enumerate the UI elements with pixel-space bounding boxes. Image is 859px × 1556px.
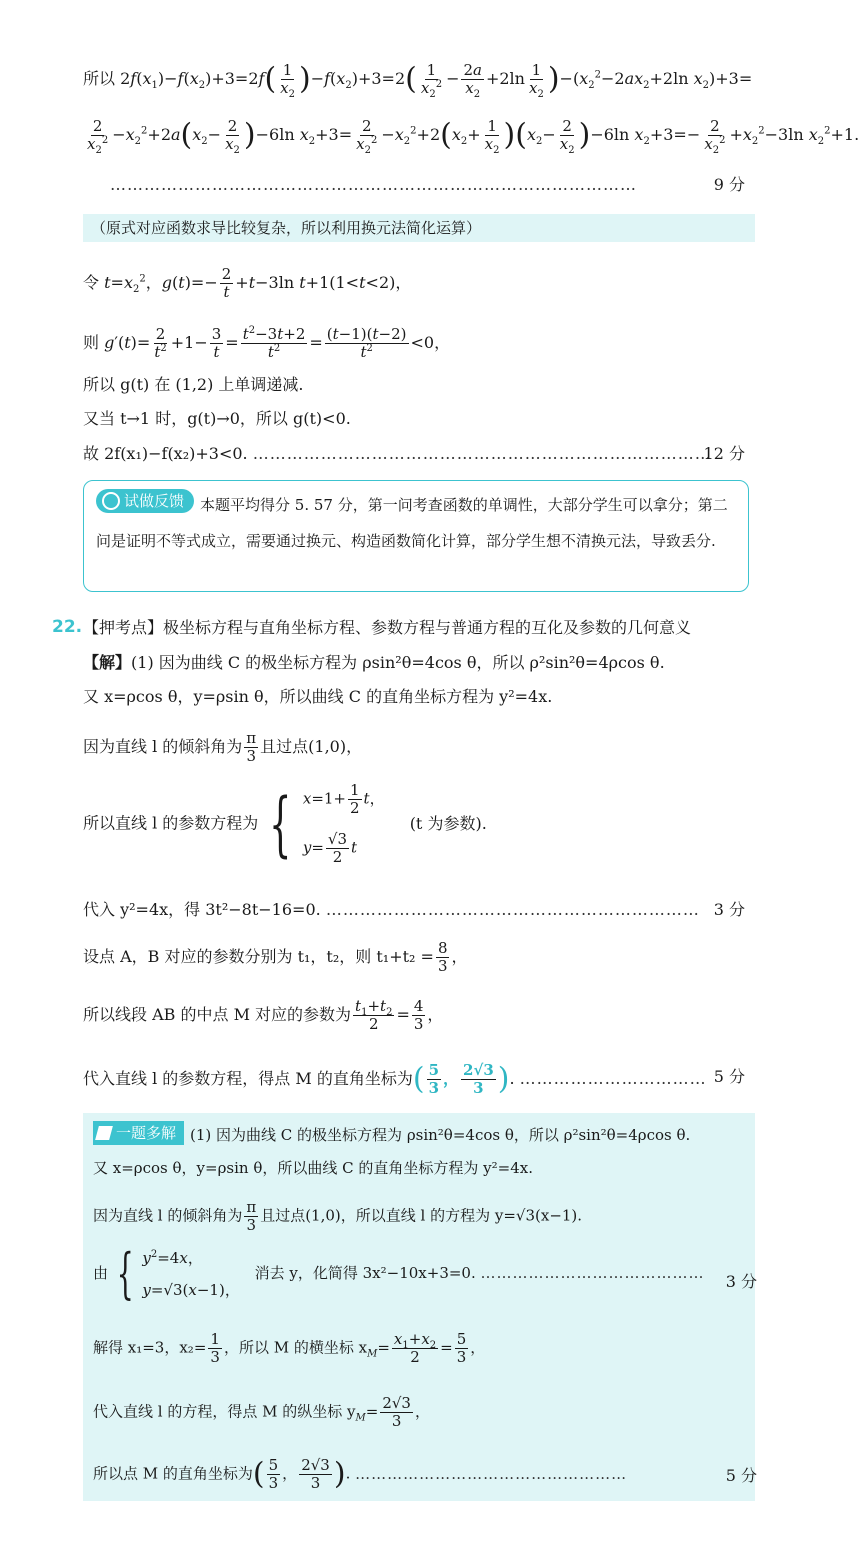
alt-solution-box	[83, 1113, 755, 1501]
method-note: （原式对应函数求导比较复杂，所以利用换元法简化运算）	[83, 214, 755, 242]
monotone-line: 所以 g(t) 在 (1,2) 上单调递减.	[83, 375, 304, 394]
score-3: 3 分	[713, 900, 745, 919]
pen-icon	[95, 1126, 113, 1140]
conclusion-line: 故 2f(x₁)−f(x₂)+3<0. ………………………………………………………………………	[83, 444, 712, 463]
derivative-line: 则 g′(t)= $\frac{2}{t^2}$ +1− $\frac{3}{t}$ = $\frac{t^2-3t+2}{t^2}$ = $\frac{(t-1)(t-2)}{t^2}$ <0，	[83, 325, 451, 361]
score-9: 9 分	[713, 175, 745, 194]
derivation-line-2: $\frac{2}{x_2^2}$ $-x_2^2+2a(x_2-$ $\frac{2}{x_2}$ )−6ln $x_2+3=$ $\frac{2}{x_2^2}$ $-x_2^2+2(x_2+$ $\frac{1}{x_2}$ )($x_2-$ $\frac{2}{x_2}$ )−6ln $x_2+3=-$ $\frac{2}{x_2^2}$ $+x_2^2-3\ln$ $x_2^2+1$.	[87, 117, 859, 156]
alt-line-2: 又 x=ρcos θ，y=ρsin θ，所以曲线 C 的直角坐标方程为 y²=4x.	[93, 1159, 533, 1177]
substitution-line: 令 $t=x_2^2$，g(t)=− $\frac{2}{t}$ +t−3ln t+1(1<t<2)，	[83, 265, 412, 301]
midpoint-coord-line: 代入直线 l 的参数方程，得点 M 的直角坐标为( $\frac{5}{3}$ ， $\frac{2√3}{3}$ ). ……………………………	[83, 1061, 707, 1097]
limit-line: 又当 t→1 时，g(t)→0，所以 g(t)<0.	[83, 409, 351, 428]
alt-score-5: 5 分	[725, 1466, 757, 1485]
derivation-line-1: 所以 $2f(x_1)-f(x_2)+3=2f$( $\frac{1}{x_2}$ )$-f(x_2)+3=2$( $\frac{1}{x_2^2}$ − $\frac{2a}{x_2}$ +2ln $\frac{1}{x_2}$ )$-(x_2^2-2ax_2+2\ln$ $x_2)+3=$	[83, 61, 753, 100]
alt-line-1: 一题多解 (1) 因为曲线 C 的极坐标方程为 ρsin²θ=4cos θ，所以 ρ²sin²θ=4ρcos θ.	[93, 1121, 690, 1146]
dot-leader: ……………………………	[519, 1069, 707, 1088]
alt-line-3: 因为直线 l 的倾斜角为 $\frac{\pi}{3}$ 且过点(1,0)，所以直线 l 的方程为 y=√3(x−1).	[93, 1198, 583, 1234]
alt-score-3: 3 分	[725, 1272, 757, 1291]
alt-line-4: 由 { $y^2=4x$， y=√3(x−1)， 消去 y，化简得 3x²−10x+3=0. ……………………………………	[93, 1242, 705, 1305]
feedback-badge: 试做反馈	[96, 489, 194, 513]
score-5: 5 分	[713, 1067, 745, 1086]
alt-line-6: 代入直线 l 的方程，得点 M 的纵坐标 $y_M=$ $\frac{2√3}{3}$ ，	[93, 1394, 430, 1430]
solution-line-1: 【解】(1) 因为曲线 C 的极坐标方程为 ρsin²θ=4cos θ，所以 ρ²sin²θ=4ρcos θ.	[83, 653, 665, 672]
solution-line-2: 又 x=ρcos θ，y=ρsin θ，所以曲线 C 的直角坐标方程为 y²=4x.	[83, 687, 553, 706]
feedback-box	[83, 480, 749, 592]
alt-line-7: 所以点 M 的直角坐标为( $\frac{5}{3}$ ， $\frac{2√3}{3}$ ). ……………………………………………	[93, 1456, 628, 1492]
dot-leader: …………………………………………………………	[325, 900, 700, 919]
question-title: 【押考点】极坐标方程与直角坐标方程、参数方程与普通方程的互化及参数的几何意义	[83, 618, 692, 637]
question-number: 22.	[52, 617, 83, 637]
dot-leader: …………………………………………………………………………………	[110, 175, 637, 194]
score-12: 12 分	[703, 444, 745, 463]
feedback-text: 试做反馈 本题平均得分 5. 57 分，第一问考查函数的单调性，大部分学生可以拿分；第二问是证明不等式成立，需要通过换元、构造函数简化计算，部分学生想不清换元法，导致丢分.	[96, 487, 736, 559]
dot-leader: ……………………………………………	[355, 1464, 628, 1483]
alt-line-5: 解得 x₁=3，x₂= $\frac{1}{3}$ ，所以 M 的横坐标 $x_M=$ $\frac{x_1+x_2}{2}$ = $\frac{5}{3}$ ，	[93, 1330, 486, 1366]
midpoint-param-line: 所以线段 AB 的中点 M 对应的参数为 $\frac{t_1+t_2}{2}$ = $\frac{4}{3}$ ，	[83, 997, 444, 1033]
parametric-line: 所以直线 l 的参数方程为 { x=1+ $\frac{1}{2}$ t， y= $\frac{√3}{2}$ t (t 为参数).	[83, 781, 487, 866]
feedback-icon	[102, 492, 120, 510]
alt-badge: 一题多解	[93, 1121, 184, 1145]
dot-leader: ………………………………………………………………………	[252, 444, 712, 463]
dot-leader: ……………………………………	[480, 1264, 705, 1282]
params-line: 设点 A，B 对应的参数分别为 t₁，t₂，则 t₁+t₂ = $\frac{8}{3}$ ，	[83, 939, 468, 975]
substitute-line: 代入 y²=4x，得 3t²−8t−16=0. …………………………………………………………	[83, 900, 700, 919]
inclination-line: 因为直线 l 的倾斜角为 $\frac{\pi}{3}$ 且过点(1,0)，	[83, 729, 363, 765]
